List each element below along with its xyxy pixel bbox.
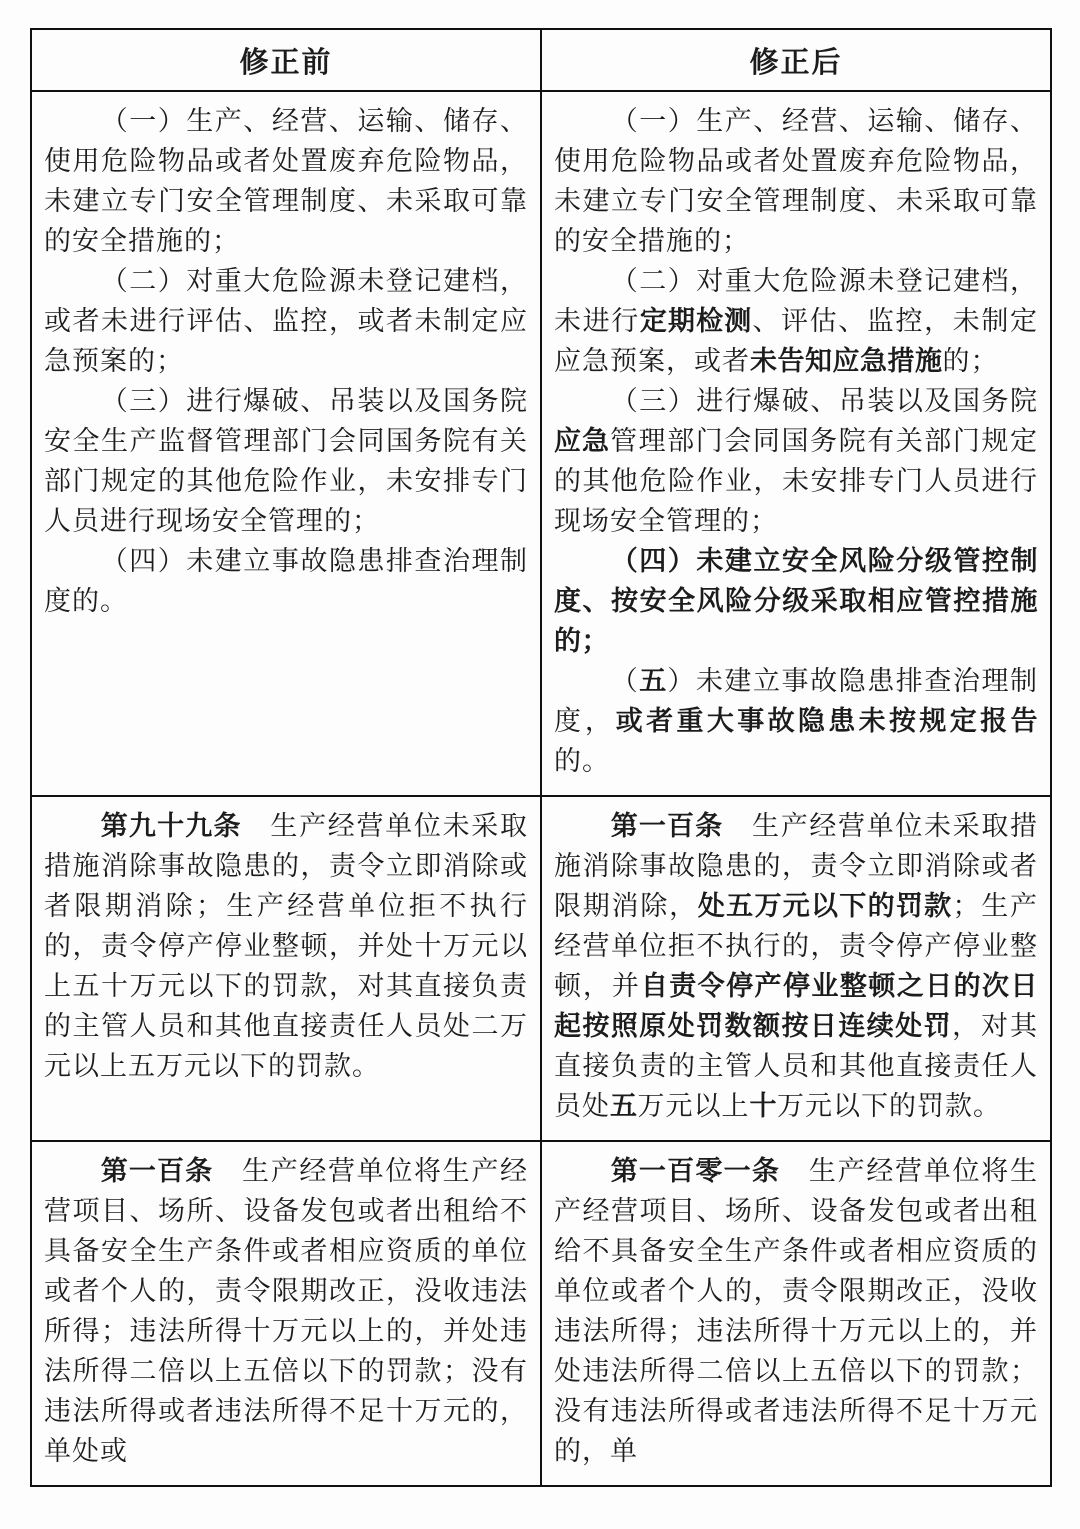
amended-text: 五 [639,666,668,696]
table-header [31,29,1051,91]
amended-text: 未告知应急措施 [750,346,943,376]
paragraph [554,1151,1038,1471]
paragraph [554,101,1038,261]
body-text: 的。 [554,746,610,776]
paragraph [44,1151,528,1471]
cell-after-amendment [541,796,1051,1141]
body-text: 生产经营单位未采取措施消除事故隐患的，责令立即消除或者限期消除， [554,811,1039,921]
amended-text: 第一百条 [100,1156,214,1186]
body-text: 管理部门会同国务院有关部门规定的其他危险作业，未安排专门人员进行现场安全管理的； [554,426,1038,536]
body-text: （二）对重大危险源未登记建档，或者未进行评估、监控，或者未制定应急预案的； [44,266,528,376]
body-text: （一）生产、经营、运输、储存、使用危险物品或者处置废弃危险物品，未建立专门安全管理制度、未采取可靠的安全措施的； [554,106,1038,256]
paragraph [554,261,1038,381]
cell-after-amendment [541,1141,1051,1486]
paragraph [554,381,1038,541]
paragraph [554,541,1038,661]
table-row [31,1141,1051,1486]
column-header-before: 修正前 [31,29,541,91]
table-row [31,91,1051,796]
body-text: 生产经营单位将生产经营项目、场所、设备发包或者出租给不具备安全生产条件或者相应资质的单位或者个人的，责令限期改正，没收违法所得；违法所得十万元以上的，并处违法所得二倍以上五倍以下的罚款；没有违法所得或者违法所得不足十万元的，单 [554,1156,1039,1466]
body-text: （一）生产、经营、运输、储存、使用危险物品或者处置废弃危险物品，未建立专门安全管理制度、未采取可靠的安全措施的； [44,106,528,256]
body-text: （三）进行爆破、吊装以及国务院 [610,386,1038,416]
body-text: 、评估、监控，未制定应急预案，或者 [554,306,1038,376]
body-text: （二）对重大危险源未登记建档，未进行 [554,266,1038,336]
cell-before-amendment [31,796,541,1141]
body-text: 生产经营单位将生产经营项目、场所、设备发包或者出租给不具备安全生产条件或者相应资质的单位或者个人的，责令限期改正，没收违法所得；违法所得十万元以上的，并处违法所得二倍以上五倍以下的罚款；没有违法所得或者违法所得不足十万元的，单处或 [44,1156,529,1466]
paragraph [44,381,528,541]
body-text: （四）未建立事故隐患排查治理制度的。 [44,546,528,616]
amended-text: 第一百零一条 [610,1156,781,1186]
amended-text: 五 [610,1091,638,1121]
body-text: ）未建立事故隐患排查治理制度， [554,666,1039,736]
amended-text: 或者重大事故隐患未按规定报告 [615,706,1039,736]
amended-text: （四）未建立安全风险分级管控制度、按安全风险分级采取相应管控措施的； [554,546,1038,656]
paragraph [44,261,528,381]
paragraph [44,101,528,261]
cell-after-amendment [541,91,1051,796]
body-text: 万元以下的罚款。 [777,1091,1001,1121]
paragraph [554,806,1038,1126]
body-text: ，对其直接负责的主管人员和其他直接责任人员处 [554,1011,1038,1121]
amended-text: 定期检测 [639,306,753,336]
header-row [31,29,1051,91]
amended-text: 第一百条 [610,811,724,841]
body-text: 的； [942,346,999,376]
paragraph [44,806,528,1086]
table-row [31,796,1051,1141]
table-body [31,91,1051,1486]
body-text: （ [610,666,640,696]
body-text: ；生产经营单位拒不执行的，责令停产停业整顿，并 [554,891,1038,1001]
paragraph [44,541,528,621]
body-text: 万元以上 [637,1091,750,1121]
comparison-table [30,28,1052,1487]
body-text: （三）进行爆破、吊装以及国务院安全生产监督管理部门会同国务院有关部门规定的其他危险作业，未安排专门人员进行现场安全管理的； [44,386,528,536]
amended-text: 第九十九条 [100,811,242,841]
cell-before-amendment [31,1141,541,1486]
amended-text: 十 [749,1091,777,1121]
body-text: 生产经营单位未采取措施消除事故隐患的，责令立即消除或者限期消除；生产经营单位拒不执行的，责令停产停业整顿，并处十万元以上五十万元以下的罚款，对其直接负责的主管人员和其他直接责任人员处二万元以上五万元以下的罚款。 [44,811,529,1081]
amended-text: 应急 [554,426,611,456]
amended-text: 处五万元以下的罚款 [697,891,953,921]
column-header-after: 修正后 [541,29,1051,91]
amended-text: 自责令停产停业整顿之日的次日起按照原处罚数额按日连续处罚 [554,971,1038,1041]
cell-before-amendment [31,91,541,796]
paragraph [554,661,1038,781]
